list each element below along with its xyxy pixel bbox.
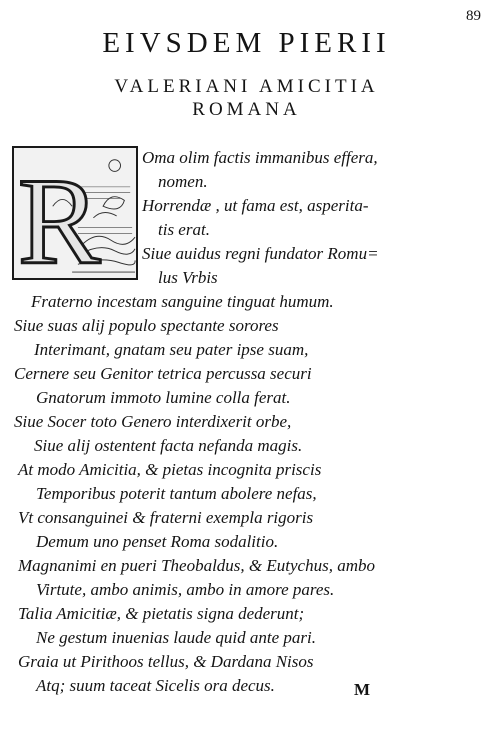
heading-line-2: VALERIANI AMICITIA: [114, 76, 379, 97]
verse-line: Cernere seu Genitor tetrica percussa securi: [14, 364, 312, 383]
decorated-initial-r-icon: [14, 148, 136, 278]
verse-line: Siue Socer toto Genero interdixerit orbe,: [14, 412, 292, 431]
verse-line: Siue alij ostentent facta nefanda magis.: [34, 436, 303, 455]
verse-line: Fraterno incestam sanguine tinguat humum.: [31, 292, 334, 311]
verse-line: tis erat.: [158, 220, 210, 239]
verse-line: Vt consanguinei & fraterni exempla rigoris: [18, 508, 314, 527]
verse-line: Horrendæ , ut fama est, asperita-: [142, 196, 369, 215]
verse-line: Atq; suum taceat Sicelis ora decus.: [36, 676, 275, 695]
verse-line: Graia ut Pirithoos tellus, & Dardana Nisos: [18, 652, 314, 671]
verse-line: lus Vrbis: [158, 268, 218, 287]
verse-line: At modo Amicitia, & pietas incognita priscis: [18, 460, 322, 479]
verse-line: Siue suas alij populo spectante sorores: [14, 316, 279, 335]
verse-line: Oma olim factis immanibus effera,: [142, 148, 378, 167]
verse-line: Talia Amicitiæ, & pietatis signa dederunt;: [18, 604, 305, 623]
verse-line: Temporibus poterit tantum abolere nefas,: [36, 484, 317, 503]
heading-line-3: ROMANA: [192, 99, 301, 120]
verse-line: Magnanimi en pueri Theobaldus, & Eutychus, ambo: [18, 556, 375, 575]
heading-line-1: EIVSDEM PIERII: [102, 27, 391, 59]
verse-line: Ne gestum inuenias laude quid ante pari.: [36, 628, 317, 647]
decorated-initial-r-icon: [12, 146, 138, 280]
verse-line: nomen.: [158, 172, 208, 191]
verse-line: Virtute, ambo animis, ambo in amore pares.: [36, 580, 335, 599]
verse-line: Demum uno penset Roma sodalitio.: [36, 532, 279, 551]
page-number: 89: [466, 8, 481, 24]
verse-line: Siue auidus regni fundator Romu=: [142, 244, 379, 263]
signature-mark: M: [354, 680, 371, 699]
verse-line: Interimant, gnatam seu pater ipse suam,: [34, 340, 309, 359]
svg-text:R: R: [17, 152, 101, 278]
verse-line: Gnatorum immoto lumine colla ferat.: [36, 388, 291, 407]
